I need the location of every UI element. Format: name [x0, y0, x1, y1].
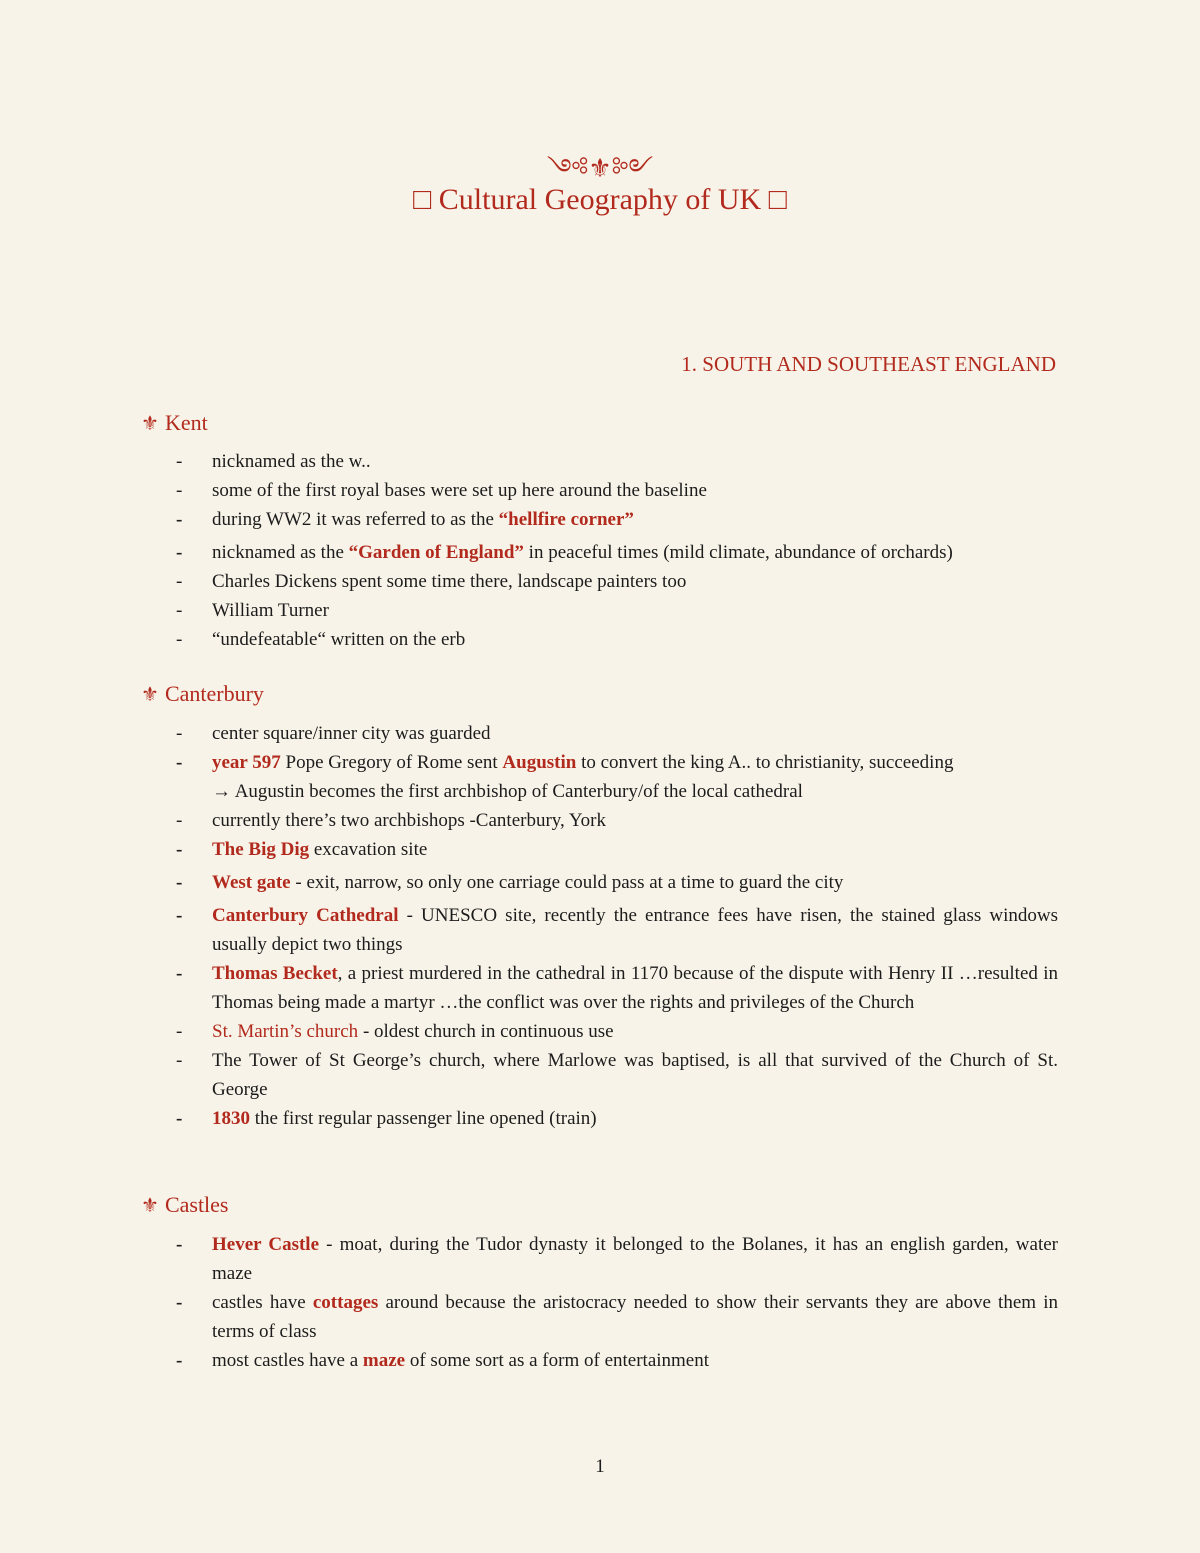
list-item [176, 1104, 1058, 1133]
list-item [176, 538, 1058, 567]
fleur-de-lis-icon: ⚜ [141, 1195, 159, 1217]
document-title: □ Cultural Geography of UK □ [413, 183, 787, 216]
bullet-dash: - [176, 542, 183, 563]
item-text: - UNESCO site, recently the entrance fees have risen, the stained glass windows usually depict two things [212, 905, 1058, 955]
list-item [176, 1346, 1058, 1375]
list-item [176, 505, 1058, 534]
highlight-term: Thomas Becket [212, 963, 338, 984]
bullet-dash: - [176, 629, 183, 650]
subheading-castles [141, 1192, 229, 1218]
subheading-canterbury [141, 681, 264, 707]
item-text: Charles Dickens spent some time there, landscape painters too [212, 571, 687, 592]
bullet-dash: - [176, 509, 183, 530]
item-text: center square/inner city was guarded [212, 723, 491, 744]
title-ornament: ༺⚜༻ [546, 154, 654, 183]
item-text: in peaceful times (mild climate, abundance of orchards) [523, 542, 953, 563]
item-text: the first regular passenger line opened (train) [250, 1108, 597, 1129]
item-text: “undefeatable“ written on the erb [212, 629, 466, 650]
bullet-dash: - [176, 752, 183, 773]
item-text: currently there’s two archbishops -Canterbury, York [212, 810, 606, 831]
bullet-dash: - [176, 571, 183, 592]
highlight-term: Hever Castle [212, 1234, 320, 1255]
highlight-term: St. Martin’s church [212, 1021, 359, 1042]
item-text: - oldest church in continuous use [358, 1021, 614, 1042]
bullet-dash: - [176, 600, 183, 621]
highlight-term: “Garden of England” [348, 542, 524, 563]
item-text: nicknamed as the [212, 542, 349, 563]
list-item [176, 1230, 1058, 1288]
list-item [176, 806, 1058, 835]
item-text: of some sort as a form of entertainment [405, 1350, 710, 1371]
subheading-label: Canterbury [164, 681, 264, 706]
highlight-term: cottages [312, 1292, 379, 1313]
bullet-dash: - [176, 963, 183, 984]
item-text: - moat, during the Tudor dynasty it belonged to the Bolanes, it has an english garden, water maze [212, 1234, 1058, 1284]
item-text: castles have [212, 1292, 313, 1313]
list-item [176, 835, 1058, 864]
fleur-de-lis-icon: ⚜ [141, 684, 159, 706]
castles-list [176, 1230, 1058, 1375]
item-text: some of the first royal bases were set up here around the baseline [212, 480, 707, 501]
list-item [176, 447, 1058, 476]
list-item [176, 959, 1058, 1017]
item-text: around because the aristocracy needed to show their servants they are above them in terms of class [212, 1292, 1059, 1342]
bullet-dash: - [176, 723, 183, 744]
bullet-dash: - [176, 451, 183, 472]
bullet-dash: - [176, 480, 183, 501]
bullet-dash: - [176, 1234, 183, 1255]
highlight-term: Augustin [502, 752, 577, 773]
list-item [176, 596, 1058, 625]
bullet-dash: - [176, 1108, 183, 1129]
bullet-dash: - [176, 839, 183, 860]
item-text: , a priest murdered in the cathedral in 1170 because of the dispute with Henry II …resulted in Thomas being made a martyr …the conflict was over the rights and privileges of the Church [212, 963, 1058, 1013]
item-text: during WW2 it was referred to as the [212, 509, 499, 530]
subheading-kent [141, 410, 208, 436]
bullet-dash: - [176, 1292, 183, 1313]
bullet-dash: - [176, 872, 183, 893]
highlight-term: “hellfire corner” [498, 509, 634, 530]
item-text: Pope Gregory of Rome sent [280, 752, 503, 773]
fleur-de-lis-icon: ⚜ [141, 413, 159, 435]
highlight-term: West gate [212, 872, 291, 893]
highlight-term: The Big Dig [212, 839, 310, 860]
subheading-label: Castles [164, 1192, 229, 1217]
list-item [176, 868, 1058, 897]
page-number: 1 [595, 1456, 605, 1477]
list-item [176, 901, 1058, 959]
list-item [176, 625, 1058, 654]
bullet-dash: - [176, 905, 183, 926]
list-item [176, 476, 1058, 505]
list-item [176, 567, 1058, 596]
item-text: to convert the king A.. to christianity, succeeding [576, 752, 954, 773]
canterbury-list [176, 719, 1058, 1133]
item-text: → Augustin becomes the first archbishop of Canterbury/of the local cathedral [212, 781, 803, 802]
list-item [176, 1288, 1058, 1346]
kent-list [176, 447, 1058, 654]
highlight-term: year 597 [212, 752, 281, 773]
subheading-label: Kent [164, 410, 208, 435]
list-item [176, 748, 1058, 806]
bullet-dash: - [176, 1350, 183, 1371]
list-item [176, 1046, 1058, 1104]
highlight-term: maze [362, 1350, 406, 1371]
bullet-dash: - [176, 810, 183, 831]
bullet-dash: - [176, 1050, 183, 1071]
list-item [176, 719, 1058, 748]
list-item [176, 1017, 1058, 1046]
section-heading: 1. SOUTH AND SOUTHEAST ENGLAND [681, 352, 1056, 376]
item-text: most castles have a [212, 1350, 363, 1371]
item-text: nicknamed as the w.. [212, 451, 371, 472]
bullet-dash: - [176, 1021, 183, 1042]
item-text: The Tower of St George’s church, where Marlowe was baptised, is all that survived of the Church of St. George [212, 1050, 1058, 1100]
item-text: - exit, narrow, so only one carriage could pass at a time to guard the city [290, 872, 844, 893]
highlight-term: 1830 [212, 1108, 250, 1129]
highlight-term: Canterbury Cathedral [212, 905, 399, 926]
item-text: William Turner [212, 600, 329, 621]
item-text: excavation site [309, 839, 428, 860]
